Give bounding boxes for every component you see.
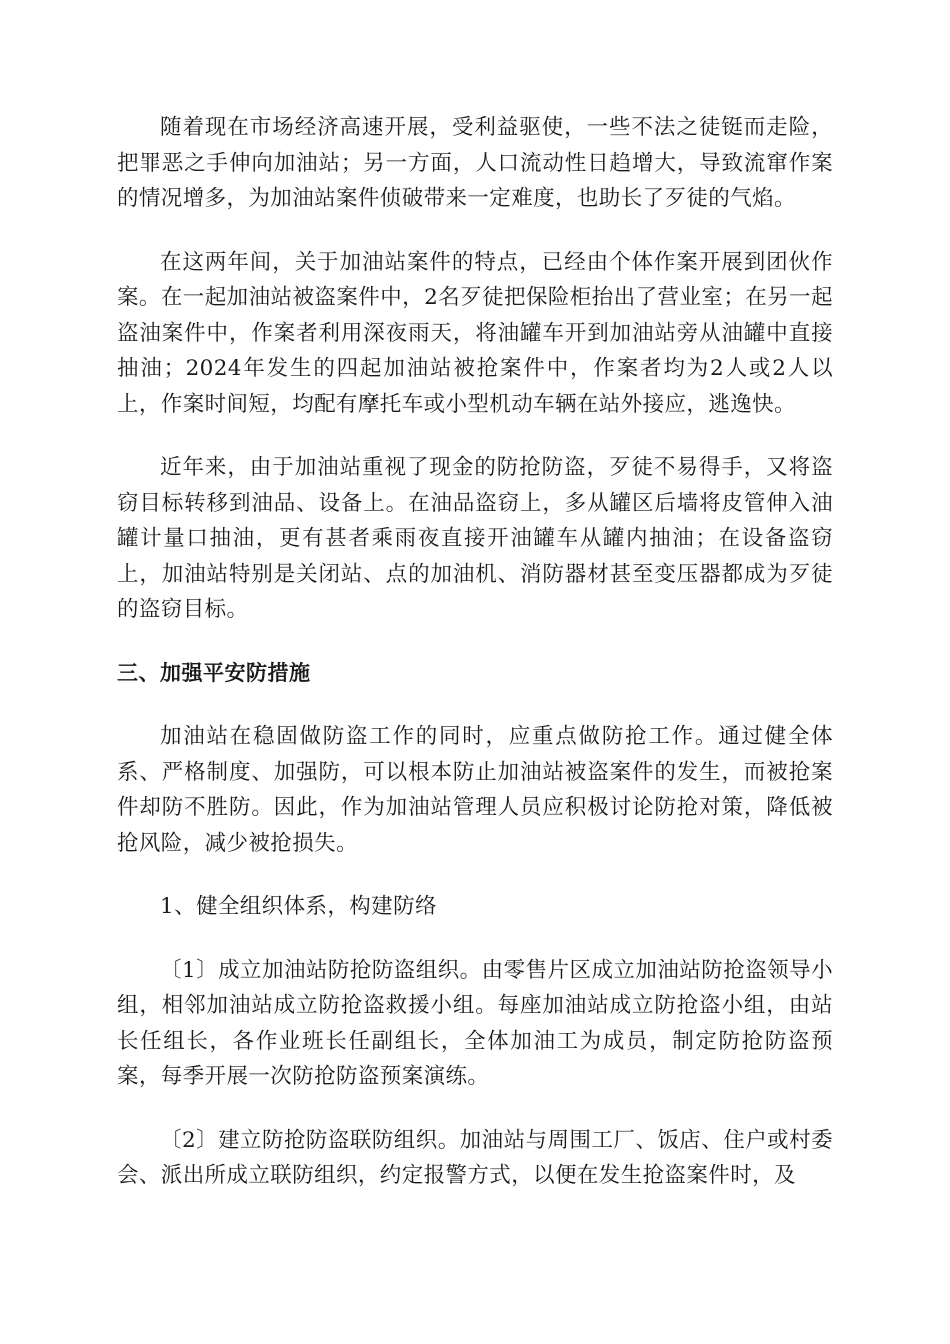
paragraph-anti-robbery-focus: 加油站在稳固做防盗工作的同时，应重点做防抢工作。通过健全体系、严格制度、加强防，可以根本防止加油站被盗案件的发生，而被抢案件却防不胜防。因此，作为加油站管理人员应积极讨论防抢对策，降低被抢风险，减少被抢损失。 — [117, 724, 833, 856]
paragraph-establish-organization: 〔1〕成立加油站防抢防盗组织。由零售片区成立加油站防抢盗领导小组，相邻加油站成立防抢盗救援小组。每座加油站成立防抢盗小组，由站长任组长，各作业班长任副组长，全体加油工为成员，制定防抢防盗预案，每季开展一次防抢防盗预案演练。 — [117, 957, 833, 1089]
paragraph-market-economy: 随着现在市场经济高速开展，受利益驱使，一些不法之徒铤而走险，把罪恶之手伸向加油站；另一方面，人口流动性日趋增大，导致流窜作案的情况增多，为加油站案件侦破带来一定难度，也助长了歹徒的气焰。 — [117, 115, 833, 211]
paragraph-theft-targets: 近年来，由于加油站重视了现金的防抢防盗，歹徒不易得手，又将盗窃目标转移到油品、设备上。在油品盗窃上，多从罐区后墙将皮管伸入油罐计量口抽油，更有甚者乘雨夜直接开油罐车从罐内抽油；在设备盗窃上，加油站特别是关闭站、点的加油机、消防器材甚至变压器都成为歹徒的盗窃目标。 — [117, 455, 833, 622]
subsection-heading-organization: 1、健全组织体系，构建防络 — [160, 894, 437, 919]
document-page — [117, 110, 833, 1194]
paragraph-case-characteristics: 在这两年间，关于加油站案件的特点，已经由个体作案开展到团伙作案。在一起加油站被盗案件中，2名歹徒把保险柜抬出了营业室；在另一起盗油案件中，作案者利用深夜雨天，将油罐车开到加油站旁从油罐中直接抽油；2024年发生的四起加油站被抢案件中，作案者均为2人或2人以上，作案时间短，均配有摩托车或小型机动车辆在站外接应，逃逸快。 — [117, 249, 833, 417]
paragraph-joint-defense: 〔2〕建立防抢防盗联防组织。加油站与周围工厂、饭店、住户或村委会、派出所成立联防组织，约定报警方式，以便在发生抢盗案件时，及 — [117, 1127, 833, 1188]
section-heading-security-measures: 三、加强平安防措施 — [117, 660, 311, 685]
